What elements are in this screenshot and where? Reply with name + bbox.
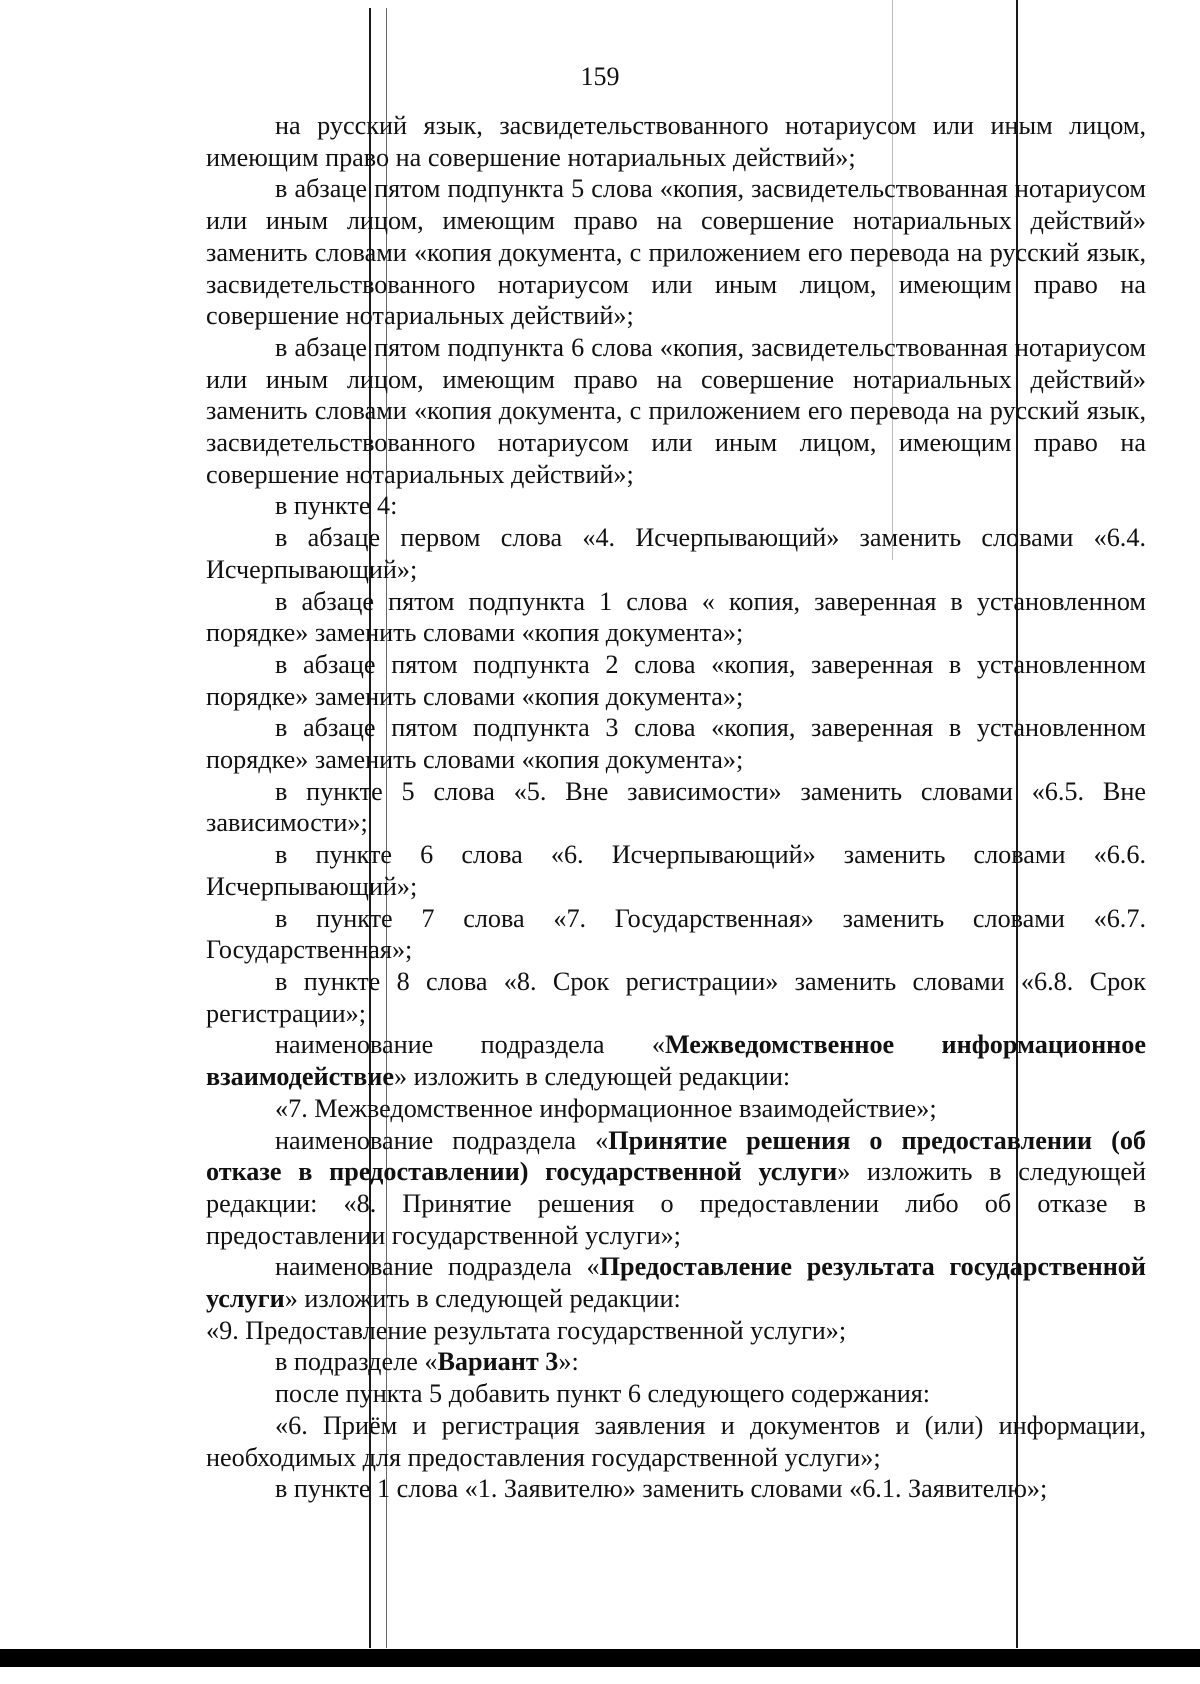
paragraph-p13	[206, 1093, 1146, 1125]
paragraph-p6	[206, 649, 1146, 712]
text-segment: » изложить в следующей редакции: «8. Принятие решения о предоставлении либо об отказе в предоставлении государственной услуги»;	[206, 1157, 1146, 1250]
text-segment: в пункте 7 слова «7. Государственная» заменить словами «6.7. Государственная»;	[206, 903, 1146, 965]
paragraph-p10	[206, 903, 1146, 966]
text-segment: в подразделе «	[275, 1347, 438, 1377]
text-segment: в пункте 6 слова «6. Исчерпывающий» заменить словами «6.6. Исчерпывающий»;	[206, 840, 1146, 901]
paragraph-p17	[206, 1378, 1146, 1410]
text-segment: «9. Предоставление результата государственной услуги»;	[206, 1315, 847, 1345]
text-segment: наименование подраздела «	[275, 1125, 609, 1155]
paragraph-p9	[206, 839, 1146, 902]
text-segment: на русский язык, засвидетельствованного нотариусом или иным лицом, имеющим право на совершение нотариальных действий»;	[206, 111, 1146, 172]
document-body	[206, 110, 1146, 1505]
text-segment: » изложить в следующей редакции:	[284, 1284, 681, 1314]
paragraph-p14	[206, 1125, 1146, 1252]
paragraph-p5	[206, 586, 1146, 649]
bold-text: Межведомственное информационное взаимодействие	[206, 1030, 1146, 1092]
bold-text: Принятие решения о предоставлении (об отказе в предоставлении) государственной услуги	[206, 1125, 1147, 1187]
text-segment: » изложить в следующей редакции:	[393, 1062, 791, 1092]
text-segment: в пункте 4:	[275, 491, 398, 521]
text-segment: наименование подраздела «	[275, 1030, 665, 1060]
text-segment: «7. Межведомственное информационное взаимодействие»;	[275, 1093, 937, 1123]
text-segment: после пункта 5 добавить пункт 6 следующего содержания:	[275, 1379, 931, 1409]
page-number: 159	[580, 62, 620, 91]
text-segment: наименование подраздела «	[275, 1252, 600, 1282]
text-segment: в абзаце пятом подпункта 5 слова «копия, засвидетельствованная нотариусом или иным лицом, имеющим право на совершение нотариальных действий» заменить словами «копия документа, с приложением его перевода на русский язык, засвидетельствованного нотариусом или иным лицом, имеющим право на совершение нотариальных действий»;	[206, 174, 1146, 331]
bold-text: Вариант 3	[437, 1347, 559, 1377]
scan-bottom-border	[0, 1649, 1200, 1667]
text-segment: в абзаце пятом подпункта 6 слова «копия, засвидетельствованная нотариусом или иным лицом, имеющим право на совершение нотариальных действий» заменить словами «копия документа, с приложением его перевода на русский язык, засвидетельствованного нотариусом или иным лицом, имеющим право на совершение нотариальных действий»;	[206, 332, 1146, 489]
text-segment: «6. Приём и регистрация заявления и документов и (или) информации, необходимых для предоставления государственной услуги»;	[206, 1410, 1146, 1472]
paragraph-p15b	[206, 1315, 1146, 1347]
bold-text: Предоставление результата государственной услуги	[206, 1252, 1146, 1314]
text-segment: в пункте 8 слова «8. Срок регистрации» заменить словами «6.8. Срок регистрации»;	[206, 966, 1146, 1028]
text-segment: в абзаце пятом подпункта 2 слова «копия, заверенная в установленном порядке» заменить словами «копия документа»;	[206, 649, 1146, 711]
paragraph-p18	[206, 1410, 1146, 1473]
paragraph-p4	[206, 522, 1146, 585]
paragraph-p3	[206, 490, 1146, 522]
paragraph-p19	[206, 1473, 1146, 1505]
paragraph-p1	[206, 173, 1146, 332]
paragraph-p15	[206, 1251, 1146, 1314]
text-segment: »:	[558, 1347, 579, 1377]
paragraph-p7	[206, 712, 1146, 775]
paragraph-p12	[206, 1029, 1146, 1092]
paragraph-p0	[206, 110, 1146, 173]
paragraph-p11	[206, 966, 1146, 1029]
text-segment: в абзаце пятом подпункта 1 слова « копия, заверенная в установленном порядке» заменить словами «копия документа»;	[206, 586, 1146, 648]
text-segment: в пункте 5 слова «5. Вне зависимости» заменить словами «6.5. Вне зависимости»;	[206, 776, 1146, 838]
text-segment: в абзаце первом слова «4. Исчерпывающий» заменить словами «6.4. Исчерпывающий»;	[206, 523, 1146, 584]
paragraph-p8	[206, 776, 1146, 839]
text-segment: в абзаце пятом подпункта 3 слова «копия, заверенная в установленном порядке» заменить словами «копия документа»;	[206, 713, 1146, 775]
paragraph-p2	[206, 332, 1146, 491]
paragraph-p16	[206, 1346, 1146, 1378]
text-segment: в пункте 1 слова «1. Заявителю» заменить словами «6.1. Заявителю»;	[275, 1474, 1048, 1504]
